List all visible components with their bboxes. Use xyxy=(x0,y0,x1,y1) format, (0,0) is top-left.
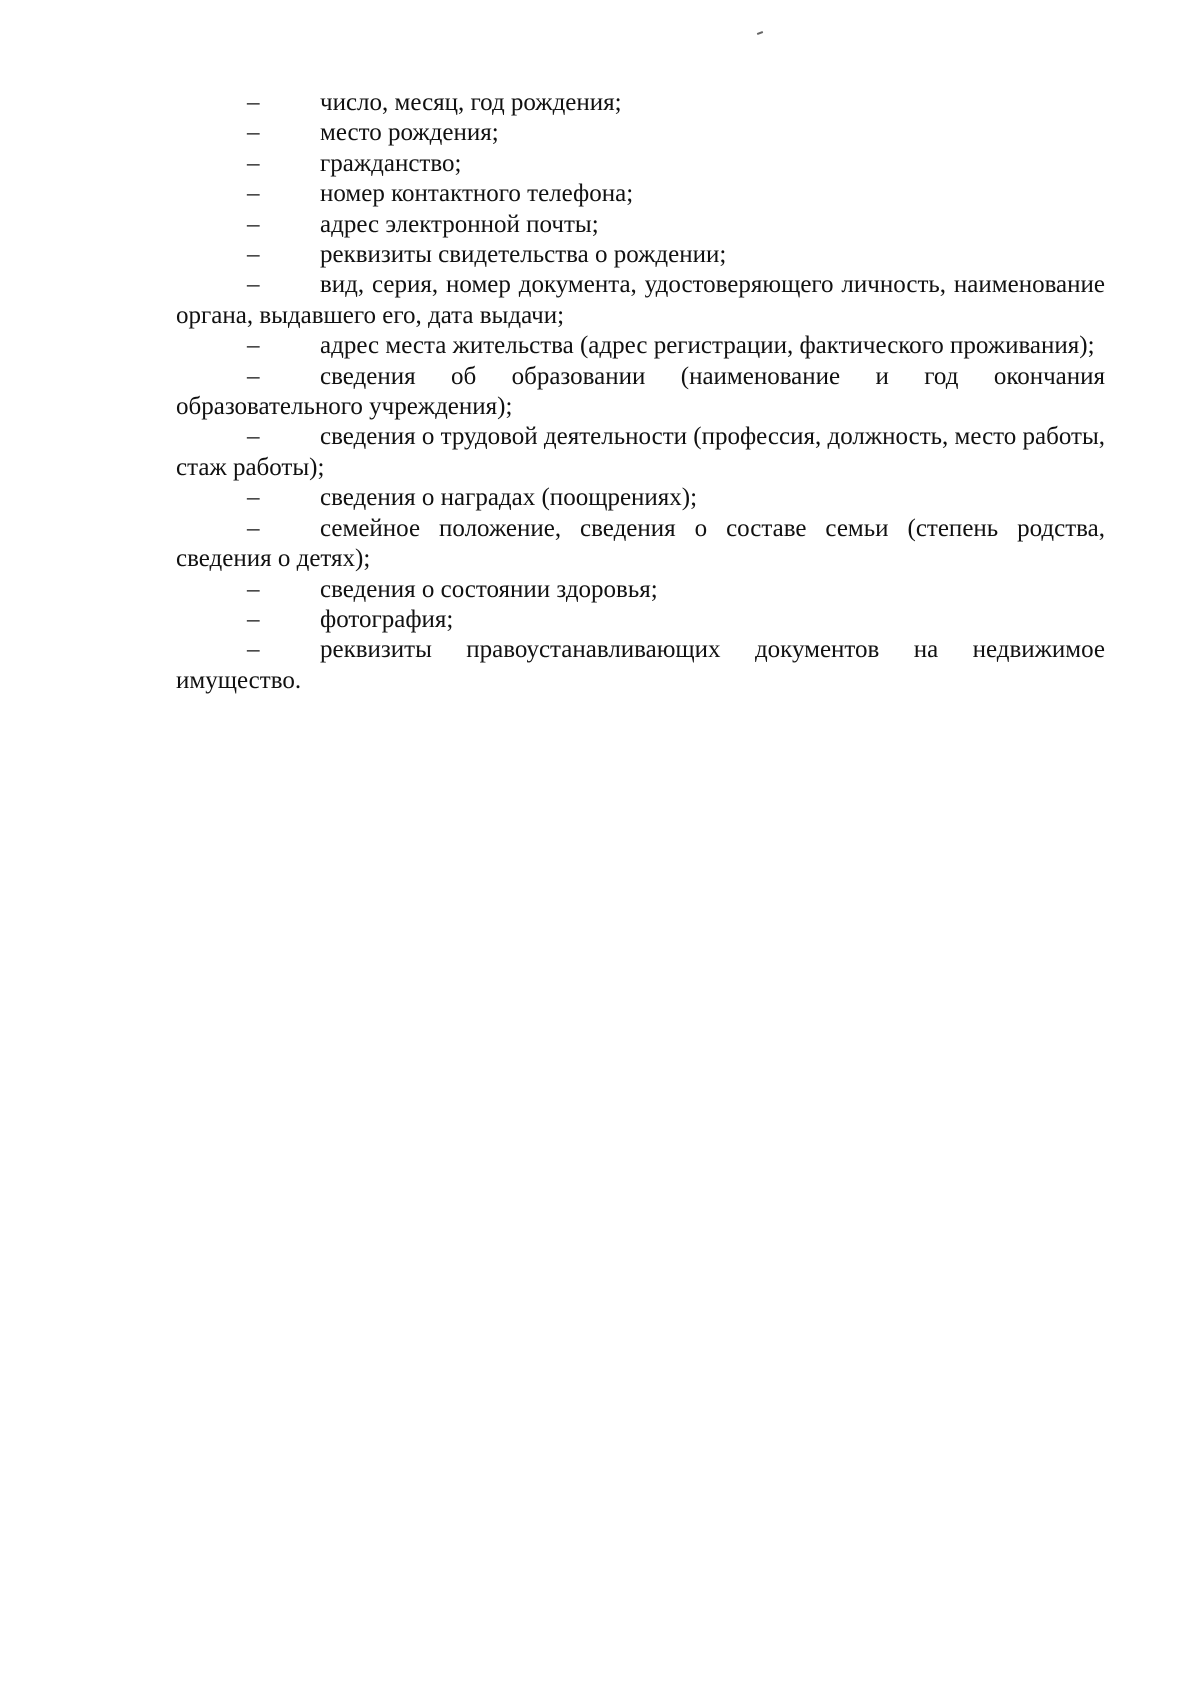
list-item-text: реквизиты свидетельства о рождении; xyxy=(320,241,727,269)
list-item-text: сведения об образовании (наименование и год окончания образовательного учреждения); xyxy=(176,362,1105,421)
dash-bullet: – xyxy=(247,605,260,633)
list-item xyxy=(176,179,1105,209)
list-item-text: номер контактного телефона; xyxy=(320,180,634,208)
list-item xyxy=(176,240,1105,270)
list-item-text: число, месяц, год рождения; xyxy=(320,89,622,116)
list-item-text: сведения о наградах (поощрениях); xyxy=(320,484,698,512)
dash-bullet: – xyxy=(247,332,260,360)
list-item-text: фотография; xyxy=(320,605,454,633)
list-item-text: вид, серия, номер документа, удостоверяющего личность, наименование органа, выдавшего его, дата выдачи; xyxy=(176,271,1105,329)
list-item xyxy=(176,422,1105,483)
list-item-text: адрес электронной почты; xyxy=(320,210,599,238)
dash-bullet: – xyxy=(247,89,260,116)
list-item-text: сведения о состоянии здоровья; xyxy=(320,575,658,603)
dash-bullet: – xyxy=(247,575,260,603)
list-item xyxy=(176,88,1105,118)
dash-bullet: – xyxy=(247,271,260,299)
dash-bullet: – xyxy=(247,119,260,147)
dash-bullet: – xyxy=(247,149,260,177)
list-item xyxy=(176,270,1105,331)
dash-bullet: – xyxy=(247,636,260,664)
list-item xyxy=(176,575,1105,605)
personal-data-list xyxy=(176,88,1105,696)
dash-bullet: – xyxy=(247,423,260,451)
scan-artifact-mark xyxy=(757,31,763,35)
list-item xyxy=(176,331,1105,361)
list-item xyxy=(176,483,1105,513)
list-item xyxy=(176,149,1105,179)
list-item-text: место рождения; xyxy=(320,119,499,147)
list-item xyxy=(176,605,1105,635)
list-item xyxy=(176,514,1105,575)
dash-bullet: – xyxy=(247,514,260,542)
list-item xyxy=(176,635,1105,696)
list-item-text: адрес места жительства (адрес регистрации, фактического проживания); xyxy=(320,332,1095,360)
dash-bullet: – xyxy=(247,180,260,208)
list-item-text: гражданство; xyxy=(320,149,462,177)
list-item xyxy=(176,362,1105,423)
list-item-text: семейное положение, сведения о составе семьи (степень родства, сведения о детях); xyxy=(176,514,1105,573)
list-item-text: сведения о трудовой деятельности (профессия, должность, место работы, стаж работы); xyxy=(176,423,1105,481)
dash-bullet: – xyxy=(247,362,260,390)
list-item xyxy=(176,210,1105,240)
dash-bullet: – xyxy=(247,241,260,269)
list-item xyxy=(176,118,1105,148)
list-item-text: реквизиты правоустанавливающих документов на недвижимое имущество. xyxy=(176,636,1105,694)
dash-bullet: – xyxy=(247,210,260,238)
dash-bullet: – xyxy=(247,484,260,512)
